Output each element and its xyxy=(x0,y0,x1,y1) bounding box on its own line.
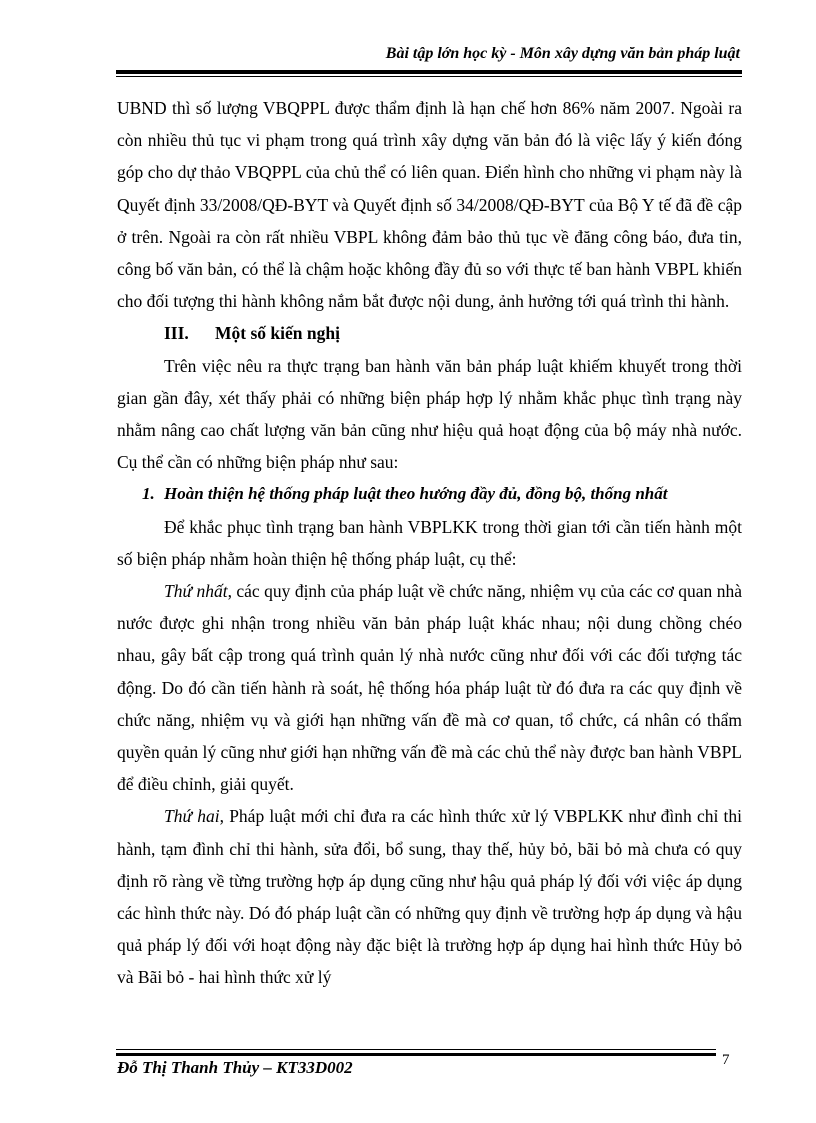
footer-rule-thin xyxy=(116,1049,716,1050)
paragraph-1: UBND thì số lượng VBQPPL được thẩm định là hạn chế hơn 86% năm 2007. Ngoài ra còn nhiều thủ tục vi phạm trong quá trình xây dựng văn bản đó là việc lấy ý kiến đóng góp cho dự thảo VBQPPL của chủ thể có liên quan. Điển hình cho những vi phạm này là Quyết định 33/2008/QĐ-BYT và Quyết định số 34/2008/QĐ-BYT của Bộ Y tế đã đề cập ở trên. Ngoài ra còn rất nhiều VBPL không đảm bảo thủ tục về đăng công báo, đưa tin, công bố văn bản, có thể là chậm hoặc không đầy đủ so với thực tế ban hành VBPL khiến cho đối tượng thi hành không nắm bắt được nội dung, ảnh hưởng tới quá trình thi hành. xyxy=(117,98,742,312)
footer-rule-thick xyxy=(116,1053,716,1056)
page-body xyxy=(117,92,742,994)
subsection-title: Hoàn thiện hệ thống pháp luật theo hướng đầy đủ, đồng bộ, thống nhất xyxy=(164,484,668,504)
paragraph-5-text: , Pháp luật mới chỉ đưa ra các hình thức xử lý VBPLKK như đình chỉ thi hành, tạm đình chỉ thi hành, sửa đổi, bổ sung, thay thế, hủy bỏ, bãi bỏ mà chưa có quy định rõ ràng về từng trường hợp áp dụng cũng như hậu quả pháp lý đối với việc áp dụng các hình thức này. Dó đó pháp luật cần có những quy định về trường hợp áp dụng và hậu quả pháp lý đối với hoạt động này đặc biệt là trường hợp áp dụng hai hình thức Hủy bỏ và Bãi bỏ - hai hình thức xử lý xyxy=(117,806,743,988)
paragraph-5 xyxy=(117,800,742,993)
paragraph-5-lead: Thứ hai xyxy=(164,806,220,827)
running-header: Bài tập lớn học kỳ - Môn xây dựng văn bản pháp luật xyxy=(385,45,740,62)
section-title: Một số kiến nghị xyxy=(215,323,340,344)
section-number: III. xyxy=(164,323,189,344)
paragraph-3: Để khắc phục tình trạng ban hành VBPLKK trong thời gian tới cần tiến hành một số biện pháp nhằm hoàn thiện hệ thống pháp luật, cụ thể: xyxy=(117,516,742,569)
paragraph-2: Trên việc nêu ra thực trạng ban hành văn bản pháp luật khiếm khuyết trong thời gian gần đây, xét thấy phải có những biện pháp hợp lý nhằm khắc phục tình trạng này nhằm nâng cao chất lượng văn bản cũng như hiệu quả hoạt động của bộ máy nhà nước. Cụ thể cần có những biện pháp như sau: xyxy=(117,355,742,473)
paragraph-4 xyxy=(117,575,742,800)
section-heading xyxy=(117,317,742,349)
subsection-number: 1. xyxy=(142,484,155,504)
footer-author: Đỗ Thị Thanh Thủy – KT33D002 xyxy=(117,1058,353,1077)
paragraph-4-lead: Thứ nhất xyxy=(164,581,228,602)
page-number: 7 xyxy=(722,1052,730,1068)
paragraph-4-text: , các quy định của pháp luật về chức năng, nhiệm vụ của các cơ quan nhà nước được ghi nhận trong nhiều văn bản pháp luật khác nhau; nội dung chồng chéo nhau, gây bất cập trong quá trình quản lý nhà nước cũng như đối với các đối tượng tác động. Do đó cần tiến hành rà soát, hệ thống hóa pháp luật từ đó đưa ra các quy định về chức năng, nhiệm vụ và giới hạn những vấn đề mà cơ quan, tổ chức, cá nhân có thẩm quyền quản lý cũng như giới hạn những vấn đề mà các chủ thể này được ban hành VBPL để điều chỉnh, giải quyết. xyxy=(117,581,742,795)
subsection-heading xyxy=(117,478,742,510)
header-rule-thick xyxy=(116,70,742,74)
header-rule-thin xyxy=(116,76,742,77)
